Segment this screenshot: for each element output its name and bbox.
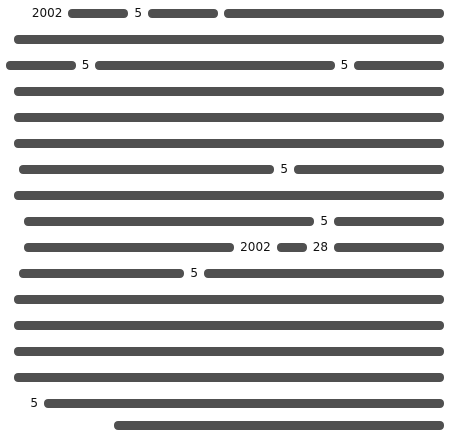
text-line [6,158,444,180]
text-line [6,288,444,310]
text-line [6,106,444,128]
text-line [6,392,444,414]
number: 5 [30,396,38,410]
number: 5 [81,58,90,72]
year: 2002 [240,240,271,254]
text-line [6,340,444,362]
number: 5 [134,6,142,20]
text-line [6,2,444,24]
text-line [6,366,444,388]
text-line [6,80,444,102]
number: 5 [190,266,198,280]
text-line [6,314,444,336]
text-line [6,28,444,50]
year: 2002 [31,6,63,20]
text-line [6,210,444,232]
text-line [6,184,444,206]
text-line [6,236,444,258]
number: 5 [320,214,328,228]
text-line [6,414,444,436]
number: 5 [340,58,349,72]
date: 28 [312,240,328,254]
text-line [6,262,444,284]
text-line [6,132,444,154]
text-line [6,54,444,76]
number: 5 [280,162,288,176]
